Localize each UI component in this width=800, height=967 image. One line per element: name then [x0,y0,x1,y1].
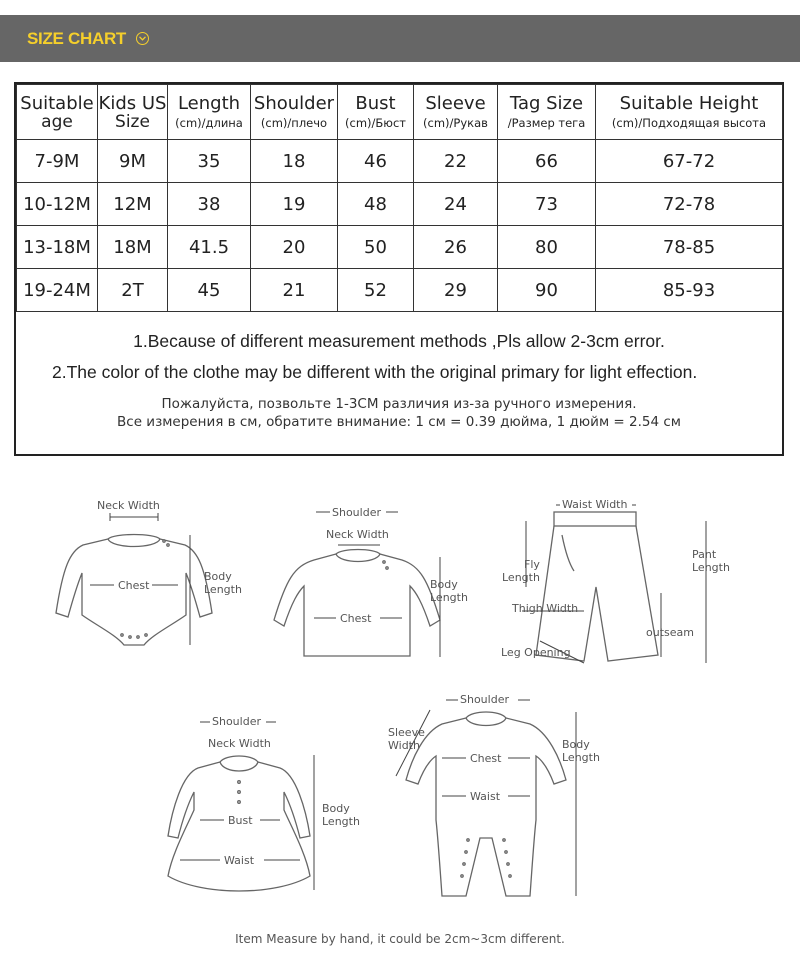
table-row [17,226,783,269]
label-length: Length [204,583,242,596]
label-shoulder: Shoulder [460,693,509,706]
table-cell: 50 [338,226,414,269]
table-cell: 13-18M [17,226,98,269]
table-cell: 67-72 [596,140,783,183]
label-length: Length [430,591,468,604]
table-cell: 80 [498,226,596,269]
label-fly-length: Length [502,571,540,584]
table-cell: 45 [168,269,251,312]
column-header: Suitable age [17,85,98,140]
table-row [17,269,783,312]
label-sleeve: Sleeve [388,726,425,739]
table-cell: 21 [251,269,338,312]
label-neck-width: Neck Width [208,737,271,750]
size-chart-header [0,15,800,62]
table-cell: 12M [98,183,168,226]
label-body: Body [430,578,458,591]
label-body: Body [562,738,590,751]
table-cell: 7-9M [17,140,98,183]
label-bust: Bust [228,814,253,827]
footer-note: Item Measure by hand, it could be 2cm~3cm different. [235,932,565,946]
column-header: Shoulder (cm)/плечо [251,85,338,140]
label-length: Length [562,751,600,764]
table-cell: 41.5 [168,226,251,269]
table-cell: 38 [168,183,251,226]
column-header: Suitable Height (cm)/Подходящая высота [596,85,783,140]
chevron-down-icon [136,32,149,45]
measurement-diagrams [0,480,800,900]
label-fly: Fly [524,558,540,571]
table-cell: 26 [414,226,498,269]
label-sleeve-width: Width [388,739,420,752]
size-table [16,84,783,312]
table-row [17,140,783,183]
header-title: SIZE CHART [27,28,127,48]
note-russian-2: Все измерения в см, обратите внимание: 1 см = 0.39 дюйма, 1 дюйм = 2.54 см [117,414,681,430]
label-pant: Pant [692,548,717,561]
label-neck-width: Neck Width [326,528,389,541]
label-leg-opening: Leg Opening [501,646,571,659]
size-chart-box [14,82,784,456]
note-russian-1: Пожалуйста, позвольте 1-3CM различия из-за ручного измерения. [161,396,637,412]
label-waist: Waist [470,790,501,803]
table-cell: 2T [98,269,168,312]
table-cell: 90 [498,269,596,312]
table-cell: 48 [338,183,414,226]
table-body [17,140,783,312]
table-cell: 46 [338,140,414,183]
column-header: Sleeve (cm)/Рукав [414,85,498,140]
table-cell: 19 [251,183,338,226]
table-cell: 9M [98,140,168,183]
column-header: Bust (cm)/Бюст [338,85,414,140]
dress-diagram [150,710,370,900]
label-pant-length: Length [692,561,730,574]
column-header: Tag Size /Размер тега [498,85,596,140]
table-cell: 78-85 [596,226,783,269]
label-waist-width: Waist Width [562,498,628,511]
table-cell: 52 [338,269,414,312]
tshirt-diagram [262,502,468,657]
table-cell: 73 [498,183,596,226]
table-header-row [17,85,783,140]
note-color: 2.The color of the clothe may be different with the original primary for light effection. [52,362,698,382]
label-chest: Chest [340,612,372,625]
romper-diagram [380,688,610,900]
column-header: Kids US Size [98,85,168,140]
table-cell: 66 [498,140,596,183]
bodysuit-diagram [40,495,242,645]
label-length: Length [322,815,360,828]
note-measurement: 1.Because of different measurement methods ,Pls allow 2-3cm error. [133,331,665,351]
table-cell: 20 [251,226,338,269]
table-cell: 10-12M [17,183,98,226]
table-cell: 18 [251,140,338,183]
label-chest: Chest [118,579,150,592]
table-cell: 19-24M [17,269,98,312]
label-body: Body [322,802,350,815]
table-cell: 35 [168,140,251,183]
label-shoulder: Shoulder [212,715,261,728]
table-cell: 22 [414,140,498,183]
label-chest: Chest [470,752,502,765]
label-thigh-width: Thigh Width [512,602,579,615]
label-shoulder: Shoulder [332,506,381,519]
column-header: Length (cm)/длина [168,85,251,140]
label-neck-width: Neck Width [97,499,160,512]
label-outseam: outseam [646,626,694,639]
table-cell: 24 [414,183,498,226]
table-cell: 85-93 [596,269,783,312]
label-waist: Waist [224,854,255,867]
pants-diagram [496,495,746,670]
label-body: Body [204,570,232,583]
table-cell: 29 [414,269,498,312]
table-row [17,183,783,226]
table-cell: 72-78 [596,183,783,226]
table-cell: 18M [98,226,168,269]
